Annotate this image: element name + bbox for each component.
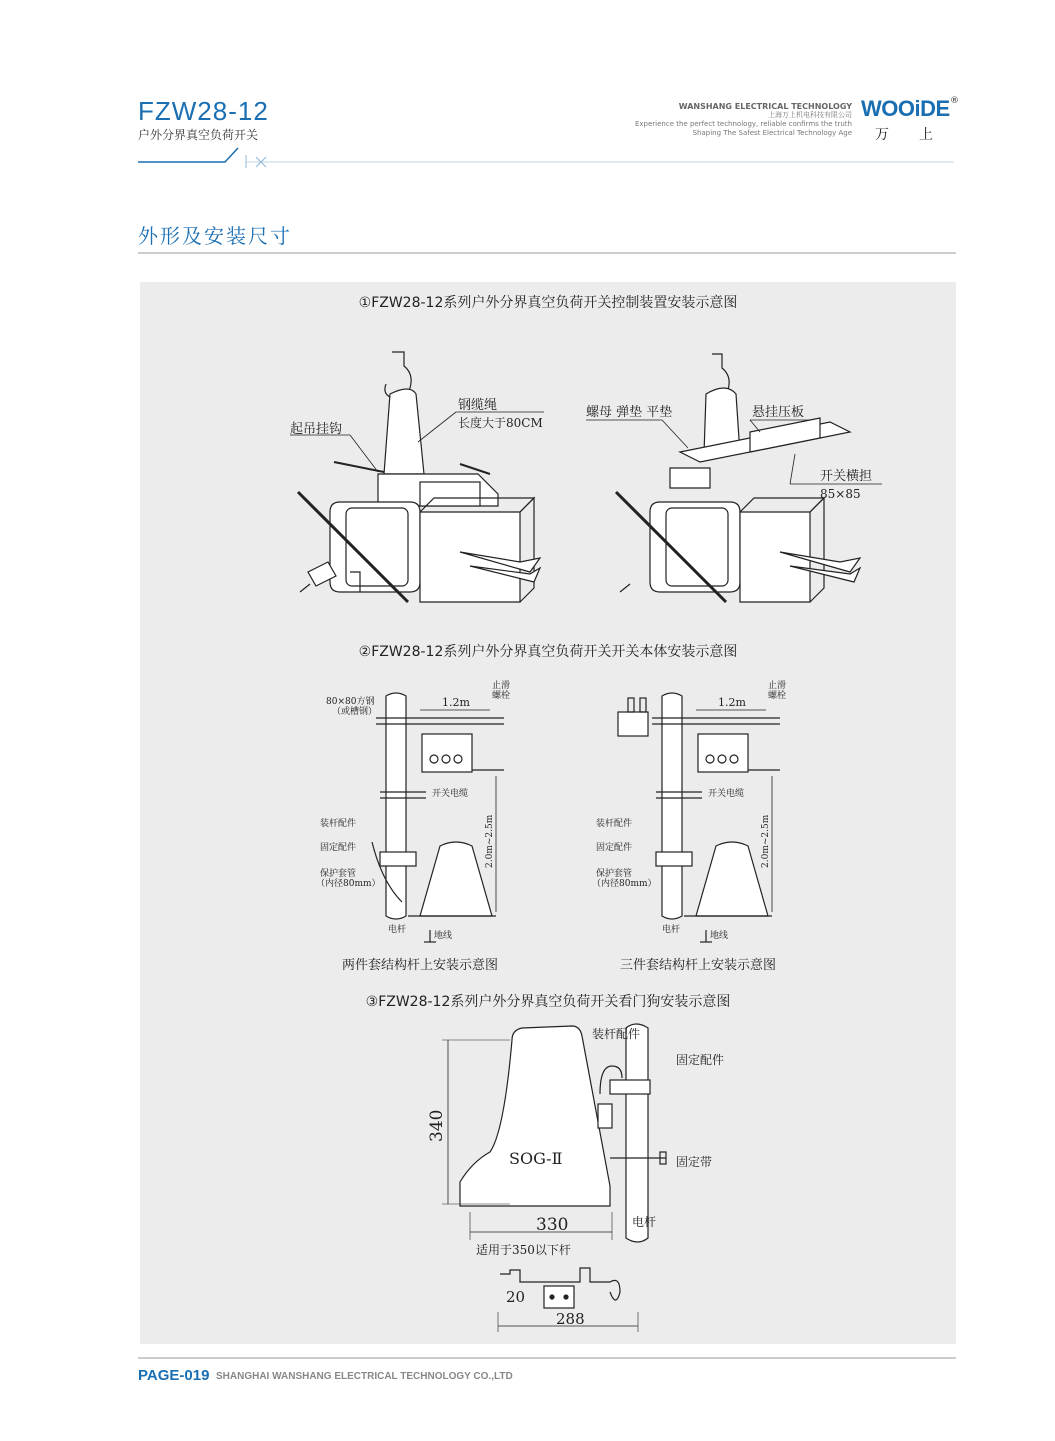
fig2-right-dist: 1.2m <box>718 696 746 709</box>
fig2-left-steel2: （或槽钢） <box>332 707 378 717</box>
fig2-right-bolt2: 螺栓 <box>768 691 787 701</box>
fig3-apply: 适用于350以下杆 <box>476 1243 571 1257</box>
fig2-left-pole-fit: 装杆配件 <box>320 819 357 829</box>
product-subtitle: 户外分界真空负荷开关 <box>138 128 259 142</box>
fig3-pole-fit: 装杆配件 <box>592 1027 641 1041</box>
fig1-label-arm-size: 85×85 <box>820 487 861 501</box>
fig2-right-bolt1: 止滑 <box>768 681 787 691</box>
fig2-right-fix-fit: 固定配件 <box>596 843 633 853</box>
fig2-left-height: 2.0m~2.5m <box>485 814 495 868</box>
brand-logo-cn: 万上 <box>875 127 963 143</box>
fig2-left-dist: 1.2m <box>442 696 470 709</box>
fig2-right-sleeve: 保护套管 <box>596 869 633 879</box>
fig2-left-ground: 地线 <box>434 931 453 941</box>
fig2-left-bolt2: 螺栓 <box>492 691 511 701</box>
fig2-right-sleeve2: （内径80mm） <box>592 879 657 889</box>
fig2-left-cable: 开关电缆 <box>432 789 469 799</box>
registered-mark: ® <box>950 96 959 106</box>
fig2-right-cable: 开关电缆 <box>708 789 745 799</box>
product-model: FZW28-12 <box>138 96 269 126</box>
fig2-left-pole-label: 电杆 <box>388 925 407 935</box>
figure3-caption: ③FZW28-12系列户外分界真空负荷开关看门狗安装示意图 <box>365 994 731 1010</box>
brand-logo: WOOiDE <box>861 96 950 121</box>
technical-drawings <box>140 282 956 1344</box>
section-title: 外形及安装尺寸 <box>138 224 292 248</box>
footer-company: SHANGHAI WANSHANG ELECTRICAL TECHNOLOGY CO.,LTD <box>216 1371 513 1382</box>
fig3-depth: 20 <box>506 1288 526 1306</box>
fig2-left-sleeve: 保护套管 <box>320 869 357 879</box>
fig2-left-fix-fit: 固定配件 <box>320 843 357 853</box>
fig1-label-rope-len: 长度大于80CM <box>458 416 543 430</box>
diagram-panel <box>140 282 956 1344</box>
figure2-left-caption: 两件套结构杆上安装示意图 <box>342 958 499 973</box>
fig3-pole: 电杆 <box>632 1215 657 1229</box>
fig3-height: 340 <box>427 1109 447 1142</box>
fig1-label-nut: 螺母 弹垫 平垫 <box>586 405 673 420</box>
figure2-right-caption: 三件套结构杆上安装示意图 <box>620 958 777 973</box>
page-number: PAGE-019 <box>138 1367 210 1384</box>
fig1-label-hook: 起吊挂钩 <box>290 422 343 437</box>
slogan-2: Shaping The Safest Electrical Technology Age <box>692 129 852 137</box>
company-en: WANSHANG ELECTRICAL TECHNOLOGY <box>678 102 852 111</box>
fig1-left-switch <box>298 352 540 602</box>
fig2-right-pole-label: 电杆 <box>662 925 681 935</box>
slogan-1: Experience the perfect technology, reliable confirms the truth <box>634 120 852 128</box>
fig2-left-steel: 80×80方钢 <box>326 697 375 707</box>
fig3-width: 330 <box>536 1215 569 1235</box>
fig3-width2: 288 <box>556 1310 585 1328</box>
fig1-label-rope: 钢缆绳 <box>458 398 498 413</box>
fig2-left-sleeve2: （内径80mm） <box>316 879 381 889</box>
fig3-watchdog <box>460 1024 666 1308</box>
fig2-right-pole-fit: 装杆配件 <box>596 819 633 829</box>
figure2-caption: ②FZW28-12系列户外分界真空负荷开关开关本体安装示意图 <box>358 644 738 660</box>
fig2-right-pole <box>618 693 780 942</box>
fig3-fix: 固定配件 <box>676 1053 725 1067</box>
fig3-band: 固定带 <box>676 1155 713 1169</box>
footer-rule <box>0 1355 1055 1361</box>
fig1-label-arm: 开关横担 <box>820 469 873 484</box>
fig3-model: SOG-Ⅱ <box>509 1149 563 1168</box>
fig2-right-height: 2.0m~2.5m <box>761 814 771 868</box>
fig1-label-plate: 悬挂压板 <box>752 405 805 420</box>
company-cn: 上海万上机电科技有限公司 <box>768 111 852 119</box>
fig2-left-bolt1: 止滑 <box>492 681 511 691</box>
fig2-right-ground: 地线 <box>710 931 729 941</box>
figure1-caption: ①FZW28-12系列户外分界真空负荷开关控制装置安装示意图 <box>358 295 738 311</box>
